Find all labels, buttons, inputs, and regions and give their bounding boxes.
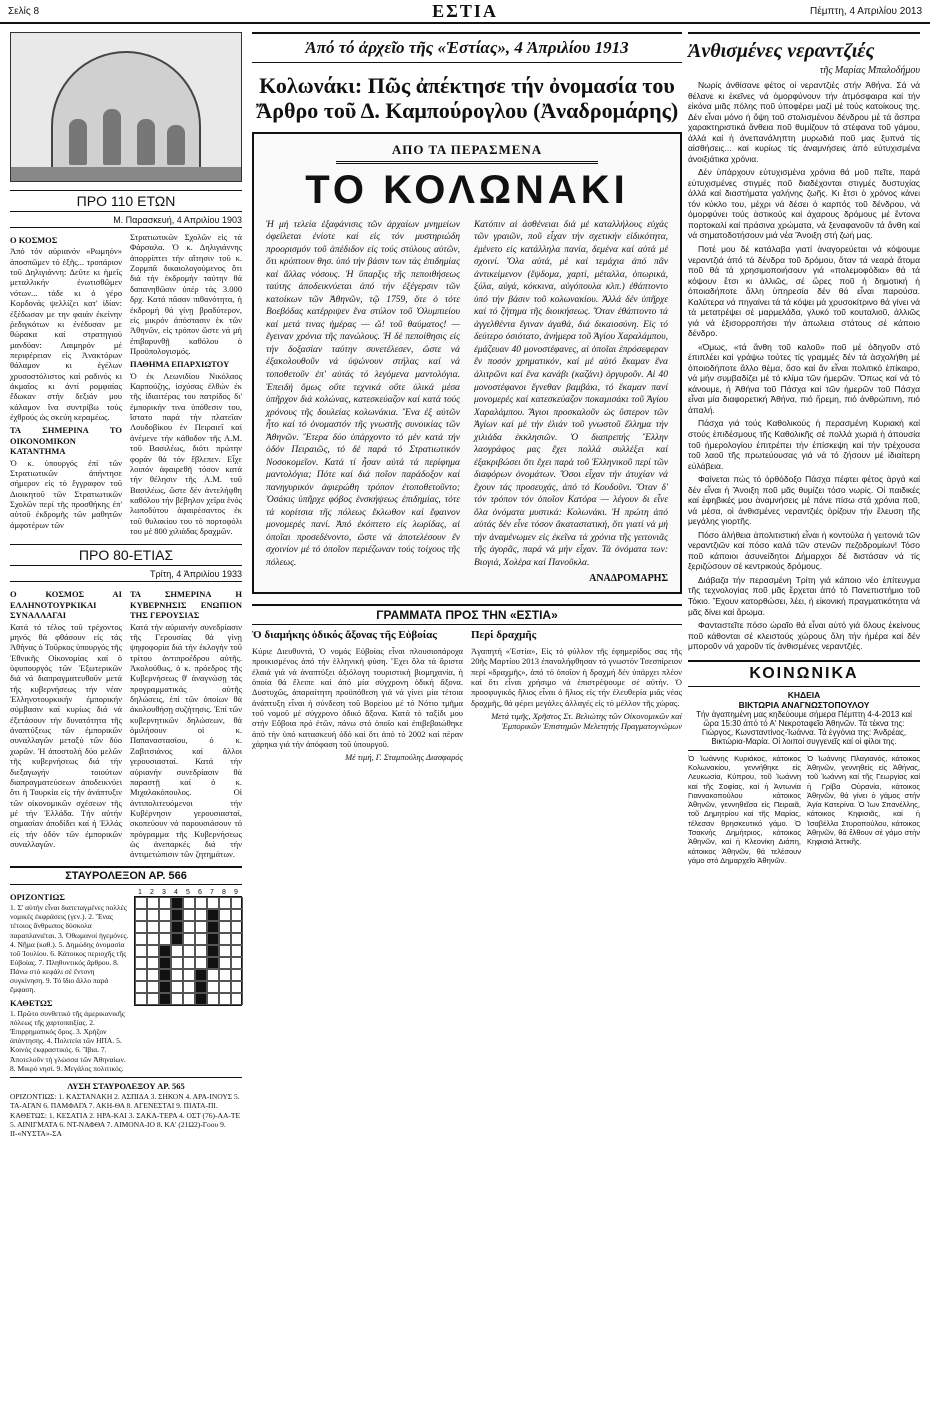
grid-cell[interactable] [135,957,147,969]
grid-cell[interactable] [135,897,147,909]
grid-number: 2 [150,888,154,896]
crossword-title: ΣΤΑΥΡΟΛΕΞΟΝ ΑΡ. 566 [10,866,242,885]
grid-cell[interactable] [207,957,219,969]
letters-section [252,629,682,762]
paragraph: Ποτέ μου δέ κατάλαβα γιατί ἀναγορεύεται νά κόψουμε νεραντζιά ἀπό τά δένδρα τοῦ δρόμου, ὅταν τά νεαρά ἄτομα ποῦ θά τά χρησιμοποιήσουν γιά «πολεμοφόδια» θά τά κόψουν ἔτσι κι ἀλλιῶς, σέ ὥρες ποῦ ἡ δημοτική ἡ ὁποιαδήποτε ἄλλη ὑπηρεσία δέν θά εἶναι παρούσα. Καλύτερα νά πηγαίνει τά τά κόψει μά χρυσοκίτρινο θά γίνει νά τά μετατρέψει σέ μαρμελάδα, γλυκό τοῦ κουταλιοῦ, ἀλλιῶς γιά νά ἐξισορροπήσει τήν ἀπωλεια στάτους σέ κάποιο δένδρο. [688,243,920,339]
grid-cell[interactable] [147,921,159,933]
clipping-text: Ἡ μή τελεία ἐξαφάνισις τῶν ἀρχαίων μνημείων ὀφείλεται ἐνίοτε καί εἰς τόν μυστηριώδη προορισμόν τοῦ ἀπέδιδον εἰς τούς στύλους αὐτῶν, ὅτι κρύπτουν θησ. ὑπό τήν βάσιν των τάς ἐπιδημίας καί ἄλλας νόσους. Ἡ ὕπαρξις τῆς πεποιθήσεως ταύτης ἀποδεικνύεται ἀπό τήν ἐξέγερσιν τῶν κατοίκων τῶν Ἀθηνῶν, τῷ 1759, ὅτε ὁ τότε Βοεβόδας κατέρριψεν ἕνα στύλον τοῦ Ὀλυμπιείου καί μετά τινας ἡμέρας — ὤ! τοῦ θαύματος! — ἔγειναν χρόνια τῆς πανώλους. Ἡ δέ πεποίθησις εἰς τήν δοξασίαν ταύτην συνετέλεσεν, ὥστε νά ἐξακολουθοῦν νά ὑψώνουν στήλας καί νά τοποθετοῦν ἐπ' αὐτάς τό λεγόμενα μαντολόγια. Ἐπειδή ὅμως οὔτε τεχνικά οὔτε ὑλικά μέσα ὑπῆρχον διά κολώνας, κατεσκεύαζον καί κατά τούς χρόνους τῆς δουλείας κολωνάκια. Ἕνα ἐξ αὐτῶν ἦτο καί τό ὀνομαστόν τῆς γνωστῆς συνοικίας τῶν Ἀθηνῶν. Ἕτερα δύο ὑπάρχοντο τό μέν κατά τήν ὁδόν Πειραιῶς, τό δέ παρά τό Στρατιωτικόν Νοσοκομεῖον. Κατά τί ἦσαν αὐτά τά περίφημα μαντολόγια; Πότε καί διά ποῖον παράδοξον καί πανηγυρικόν ἀφιερώθη τρόπον ἐτοποθετοῦντο; Ὁσάκις ὑπῆρχε φόβος ἐνσκήψεως ἐπιδημίας, τότε τά κορίτσια τῆς πόλεως ἔκλωθον καί ἔφαινον μονομερές πανί. Ἀπό ἐκόπτετο εἰς λωρίδας, αἱ ὁποῖαι προσεδένοντο, ὥστε νά ἀποτελέσουν ἕν σχοινίον μέ τό ὁποῖον περιέζωναν τούς τοίχους τῆς πόλεως. [266,219,460,568]
grid-cell[interactable] [219,969,231,981]
social-text: Ὁ Ἰωάννης Κυριάκος, κάτοικος Κολωνακίου, γεννήθηκε εἰς Λευκωσία, Κύπρου, τοῦ Ἰωάννη καί τῆς Σοφίας, καί ἡ Ἀντωνία Γιαννακοπούλου κάτοικος Ἀθηνῶν, γεννηθεῖσα εἰς Πειραιᾶ, τοῦ Δημητρίου καί τῆς Μαρίας, τέλεσαν θρησκευτικό γάμο. Ὁ Τσακνής Δημήτριος, κάτοικος Ἀθηνῶν, καί ἡ Κλεονίκη Διάπη, κάτοικος Ἀθηνῶν, θά τελέσουν γάμο στό Δημαρχεῖο Ἀθηνῶν. [688,753,801,865]
archive-title: Ἀπό τό ἀρχεῖο τῆς «Ἑστίας», 4 Ἀπριλίου 1913 [252,32,682,63]
grid-cell[interactable] [135,921,147,933]
grid-cell[interactable] [159,993,171,1005]
page-number: Σελίς 8 [8,6,40,17]
subhead: ΠΑΘΗΜΑ ΕΠΑΡΧΙΩΤΟΥ [130,359,230,370]
grid-cell[interactable] [195,921,207,933]
clues-across-head: ΟΡΙΖΟΝΤΙΩΣ [10,891,65,902]
grid-cell[interactable] [219,909,231,921]
article-text: Κατά τήν αὐριανήν συνεδρίασιν τῆς Γερουσίας θά γίνῃ ψηφοφορία διά τήν ἐκλογήν τοῦ τρίτου ἀντιπροέδρου αὐτῆς. Ἀκολούθως, ὁ κ. πρόεδρος τῆς Κυβερνήσεως θ' ἀναγνώσῃ τάς προγραμματικάς αὐτῆς δηλώσεις, ἐπί τῶν ὁποίων θά ἀκολουθήσῃ συζήτησις. Ἐπί τῶν κυβερνητικῶν δηλώσεων, θά ὁμιλήσουν οἱ κ. Παπαναστασίου, ὁ κ. Ζαβιτσιάνος καί ἄλλοι γερουσιασταί. Κατά τήν αὐριανήν συνεδρίασιν θά παραστῇ καί ὁ κ. Μιχαλακόπουλος. Οἱ ἀντιπολιτευόμενοι τήν Κυβέρνησιν γερουσιασταί, σκοπεύουν νά παρουσιάσουν τό πρόγραμμα τῆς Κυβερνήσεως ὡς ἀνεπαρκές διά τήν ἀντιμετώπισιν τῶν ζητημάτων. [130,621,242,860]
crossword [10,889,242,1073]
grid-cell[interactable] [159,957,171,969]
grid-cell[interactable] [171,921,183,933]
section-body-110 [10,232,242,536]
grid-cell[interactable] [135,933,147,945]
grid-cell[interactable] [183,969,195,981]
grid-cell[interactable] [135,981,147,993]
subhead: ΤΑ ΣΗΜΕΡΙΝΑ Η ΚΥΒΕΡΝΗΣΙΣ ΕΝΩΠΙΟΝ ΤΗΣ ΓΕΡΟΥΣΙΑΣ [130,589,242,621]
grid-cell[interactable] [195,981,207,993]
clues-down: 1. Πρῶτο συνθετικό τῆς ἀμερικανικῆς πόλεως τῆς χαρτοπαιξίας. 2. Ἐπιρρηματικός ὅρος. 3. Χρήζον ἀπάντησης. 4. Πολιτεία τῶν ΗΠΑ. 5. Κοινός ἐκφραστικός. 6. Ἴβια. 7. Ἀποτελοῦν τή γλώσσα τῶν Ἀθηναίων. 8. Μικρό νησί. 9. Μεγάλος πολιτικός. [10,1008,126,1073]
paragraph: Φανταστεῖτε πόσο ὡραῖο θά εἶναι αὐτό γιά ὅλους ἐκείνους ποῦ κάθονται σέ κλειστούς χώρους ὅλη τήν ἡμέρα καί δέν μποροῦν νά χαροῦν τίς ἀνθισμένες νεραντζιές. [688,620,920,652]
letter-text: Ἀγαπητή «Ἑστία», Εἰς τό φύλλον τῆς ἐφημερίδος σας τῆς 20ῆς Μαρτίου 2013 ἐπαναλήφθησαν τό γνωστόν Τσεσπίρειον περί «δραχμῆς», ἀπό τό ὁποῖον ἡ δραχμή δέν ὑπάρχει πλέον καί ὅτι εἶναι χρήσιμο νά ἐπιστρέψουμε σέ αὐτήν. Ὁ προσφυγικός ἥλιος εἶναι ὁ ἥλιος εἰς τήν ἐλευθερία μιᾶς νέας δραχμῆς, θά φέρει μεγάλες ἀλλαγές εἰς τό μέλλον τῆς χώρας. [471,645,682,708]
grid-cell[interactable] [183,957,195,969]
funeral-label: ΚΗΔΕΙΑ [787,689,821,700]
grid-cell[interactable] [171,897,183,909]
grid-cell[interactable] [159,969,171,981]
grid-cell[interactable] [159,981,171,993]
grid-cell[interactable] [147,993,159,1005]
grid-number: 6 [198,888,202,896]
grid-number: 5 [186,888,190,896]
grid-cell[interactable] [219,957,231,969]
letters-title: ΓΡΑΜΜΑΤΑ ΠΡΟΣ ΤΗΝ «ΕΣΤΙΑ» [252,604,682,625]
masthead: ΕΣΤΙΑ [432,1,498,21]
letter-signature: Μέ τιμή, Γ. Σταμπούλης Διασφαρός [345,752,463,763]
grid-cell[interactable] [195,969,207,981]
letter-title: Ὁ διαμήκης ὁδικός ἄξονας τῆς Εὐβοίας [252,629,437,642]
grid-cell[interactable] [195,993,207,1005]
grid-cell[interactable] [231,921,243,933]
grid-cell[interactable] [231,957,243,969]
grid-cell[interactable] [171,957,183,969]
crossword-grid[interactable] [134,896,242,1006]
social-title: ΚΟΙΝΩΝΙΚΑ [688,660,920,687]
grid-cell[interactable] [231,897,243,909]
grid-cell[interactable] [207,921,219,933]
paragraph: Πάσχα γιά τούς Καθολικούς ἡ περασμένη Κυριακή καί στούς ἐπιδέσμους τῆς Καθολικῆς σέ πολλά χωριά ἡ ἀπουσία τοῦ ἡμερολογίου ἐπιτρέπει τήν ἐπίσκεψη καί τήν τρέχουσα τοῦ λαοῦ τῆς πρωτεύουσας γιά νά τό ζήσουν μέ ἰδιαίτερη εὐλάβεια. [688,418,920,471]
left-column [10,32,242,1138]
grid-cell[interactable] [147,897,159,909]
grid-cell[interactable] [219,933,231,945]
grid-cell[interactable] [219,921,231,933]
article-text: Ὁ κ. ὑπουργός ἐπί τῶν Στρατιωτικῶν ἀπήντησε σήμερον εἰς τό ἔγγραφον τοῦ Διοικητοῦ τῶν Στρατιωτικῶν Σχολῶν περί τῆς προσθήκης ἐπ' αὐτοῦ ἐκδρομῆς τῶν μαθητῶν ἀμφοτέρων τῶν [10,457,122,530]
crossword-clues [10,889,130,1073]
main-headline: Κολωνάκι: Πῶς ἀπέκτησε τήν ὀνομασία του Ἄρθρο τοῦ Δ. Καμπούρογλου (Ἀναδρομάρης) [255,73,679,124]
letter-signature: Μετά τιμῆς, Χρῆστος Στ. Βελιώτης τῶν Οἰκονομικῶν καί Ἐμπορικῶν Ἐπιστημῶν Μελετητής Πραγματογνώμων [491,711,682,732]
letter-title: Περί δραχμῆς [471,629,537,642]
article-text: Ἀπό τόν αὐριανόν «Ρωμηόν» ἀποσπῶμεν τό ἑξῆς... τροπάριον τοῦ Δηλιγιάννη: Δεῦτε κι ἡμεῖς μεταλλικήν ἐνωτισθῶμεν νότων... τάδε κι ὁ γέρο Κορδονάς ψελλίζει κατ' ἰδίαν: ἐξέδωσαν με την φαιάν ἐκείνην ῥεδιγκότων κι ἐνέδυσαν με θώρακα καί στρατηγιού μανδύαν: Λαιμηρόν μέ περιφέρειαν εἰς Ἀνακτόρων θάλαμον κι ἐγέλων χρυσοστόλιστος καί ραδινός κι ἀκμαῖος κι ἀντί ρομφαίας ἔδωκαν στήν δεξιάν μου κάλαμον ἵνα συντρίβω τούς ἐχθρούς ὡς σκεύη κεραμέως. [10,246,122,423]
grid-cell[interactable] [171,969,183,981]
paragraph: Δέν ὑπάρχουν εὐτυχισμένα χρόνια θά μοῦ πεῖτε, παρά εὐτυχισμένες στιγμές ποῦ διαδέχονται στιγμές δυστυχίας ἀλλά καί διαστήματα γαλήνης ζωῆς. Κι ἔτσι ὁ χρόνος κάνει τόν κύκλο του, μέχρι νά δέσει ὁ καρπός τοῦ δένδρου, νά ὀμορφύνει τούς ἀστικούς καί ἀχαρους δρόμους μέ ἔντονα πορτοκαλί καί πράσινα χρώματα, νά ξεναφανοῦν τά ἄνθη καί νά σηματοδοτήσουν μιά νέα Ἄνοιξη στή ζωή μας. [688,167,920,241]
grid-cell[interactable] [171,945,183,957]
engraving-figure [137,119,155,165]
grid-cell[interactable] [147,945,159,957]
paragraph: Νωρίς ἀνθίσανε φέτος οἱ νεραντζιές στήν Ἀθήνα. Σά νά θέλανε κι ἐκεῖνες νά ὀμορφύνουν τήν ἀτμόσφαιρα καί τήν εἰκόνα μιᾶς πόλης ποῦ ὑποφέρει μαζί μέ τούς κατοίκους της. Δέν εἶναι μόνο ἡ ὄψη τοῦ στολισμένου δένδρου μέ τά ἄσπρα χαρακτηριστικά ἄνθεια ποῦ θυμίζουν τά στέφανα τοῦ γάμου, ἀλλά καί ἡ ἀνεπανάληπτη μυρωδιά ποῦ μας ξυπνά τίς αἰσθήσεις... καί κυρίως τίς ἀναμνήσεις ἀπό εὐτυχισμένα ἀνοιξιάτικα χρόνια. [688,80,920,164]
issue-date: Πέμπτη, 4 Απριλίου 2013 [810,6,922,17]
clipping-title: ΤΟ ΚΟΛΩΝΑΚΙ [305,167,629,212]
section-date-110: Μ. Παρασκευή, 4 Απριλίου 1903 [10,214,242,228]
subhead: ΤΑ ΣΗΜΕΡΙΝΑ ΤΟ ΟΙΚΟΝΟΜΙΚΟΝ ΚΑΤΑΝΤΗΜΑ [10,425,122,457]
grid-cell[interactable] [219,897,231,909]
grid-cell[interactable] [207,981,219,993]
grid-cell[interactable] [183,933,195,945]
grid-number: 7 [210,888,214,896]
clipping-text: Κατόπιν αἱ ἀσθένειαι διά μέ καταλλήλους εὐχάς τῶν γραιῶν, ποῦ εἶχαν τήν σχετικήν εἰδικότητα, ἐμένετο εἰς κατάλληλα πανία, δεμένα καί αὐτά μέ σχοινί. Ὅλα αὐτά, μέ καί τεμάχια ἀπό πᾶν ἀντικείμενον (ἔψδομα, χαρτί, μέταλλα, ὀπωρικά, ξύλα, αὐγά, κόκκινα, αὐγόπουλα κλπ.) ἐθάπτοντο ὑπό τήν βάσιν τοῦ κολωνακίου. Ἀλλά δέν ὑπῆρχε καί τό ζήτημα τῆς διοικήσεως. Ὅταν ἐθάπτοντο τά ἀγγελθέντα ἔγιναν ἀγαθά, διά δικαιοσύνη. Εἰς τό δεύτερο ὀσιότατο, ἀνήμερα τοῦ Ἁγίου Χαραλάμπου, ἐμάζευαν 40 μονοστέφανες, αἱ ὁποῖαι ἐπρόσεφεραν ἕν ποσόν χρηματικόν, καί μέ αὐτό ἔκαμαν ἕνα ἀλιτρῶνι καί ἕνα κανάβι (καζάνι) ὀργυροῦν. Αἱ 40 μονοστέφανοι ἔγνεθαν βαμβάκι, τό ἔκαμαν πανί μονομερές καί κατεσκεύαζον ποκαμισάκι τοῦ Ἁγίου Χαραλάμπου. Ἅγιοι προσκαλοῦν ὡς ὕστερον τῶν Ἁγίων καί μέ τήν ἐλιάν τοῦ γνωστοῦ ἔλλημα τήν χιλιάδα ἐκκλησιῶν. Ὁ διαπρεπής Ἕλλην λαογράφος μας ἔχει πολλά συλλέξει καί ἐξακριβώσει ὅτι ἔχει παρά τοῦ Ἑλληνικοῦ περί τῶν διαφόρων ὀνομάτων. Ὅσοι εἶχαν τήν ἀτυχίαν νά ἔχουν τάς προσευχάς, ἀπό τό Κουδοῦνι. Ὅταν δ' τόν τρόπον τόν ὁποῖον Κατόρα — λέγουν δι εἶνε ὅλα ὀνόματα μυστικά: Κολωνάκι. Ἡ πρώτη ἀπό αὐτάς δέν εἶνε τόσον ἄκαταστατική, ὅτι γιατί νά μή τήν ἀναμένωμεν εἰς ἐκεῖνα τά χρόνια τῆς γειτονιᾶς τῆς ἀγορᾶς, παρά νά μήν εἶχαν. Τά ὀνόματα των: Βιογιά, Χολέρα καί Πανοῦκλα. [474,219,668,568]
engraving-figure [103,109,121,165]
social-text: Ὁ Ἰωάννης Πλαγιανός, κάτοικος Ἀθηνῶν, γεννηθείς εἰς Ἀθήνας, τοῦ Ἰωάννη καί τῆς Γεωργίας καί ἡ Γρίβα Οὐρανία, κάτοικος Ἀθηνῶν, θά γίνει ὁ γάμος στήν Ἀγία Κατερίνα. Ὁ Ἰων Σπανέλλης, κάτοικος Κηφισιᾶς, καί ἡ Ἰσαβέλλα Στυροπούλου, κάτοικος Ἀθηνῶν, θά ἔλθουν σέ γάμο στήν Κηφισιά Ἀττικῆς. [807,753,920,847]
grid-cell[interactable] [207,933,219,945]
grid-cell[interactable] [135,909,147,921]
grid-cell[interactable] [207,945,219,957]
grid-cell[interactable] [195,909,207,921]
clipping-signature: ΑΝΑΔΡΟΜΑΡΗΣ [589,573,668,585]
grid-cell[interactable] [147,981,159,993]
grid-cell[interactable] [159,945,171,957]
funeral-notice [688,690,920,746]
paragraph: «Όμως, «τά ἄνθη τοῦ καλοῦ» ποῦ μέ ὁδηγοῦν στό ἐπιπλέει καί γράψω τούτες τίς γραμμές δέν τά ἀσχολήθη μέ ὁποιοδήποτε ἄλλο θέμα, ὅσο καί ἄν εἶναι πολιτικό ἐπίκαιρο, νά μήν συμβαδίζει μέ τό κλίμα τῶν ἡμερῶν. Ὅπως καί νά τό κάνουμε, ἡ Ἀθήνα τοῦ Πάσχα καί τῶν ἡμερῶν τοῦ Πάσχα εἶναι μία διαφορετική Ἀθήνα, πιό ἤρεμη, πιό ἀνθρώπινη, πιό ἀπαλή. [688,341,920,415]
funeral-text: Τήν ἀγαπημένη μας κηδεύουμε σήμερα Πέμπτη 4-4-2013 καί ὥρα 15:30 ἀπό τό Α' Νεκροταφεῖο Ἀθηνῶν. Τά τέκνα της: Γιώργος, Κωνσταντίνος-Ἰωάννα. Τά ἐγγόνια της: Ἀνδρέας, Βικτώρια-Μαρία. Οἱ λοιποί συγγενεῖς καί οἱ φίλοι της. [696,709,912,746]
column-byline: τῆς Μαρίας Μπαλοδήμου [819,65,920,76]
grid-cell[interactable] [147,957,159,969]
clues-down-head: ΚΑΘΕΤΩΣ [10,997,53,1008]
section-date-80: Τρίτη, 4 Ἀπριλίου 1933 [10,568,242,582]
grid-cell[interactable] [231,969,243,981]
grid-cell[interactable] [183,993,195,1005]
grid-cell[interactable] [195,933,207,945]
grid-cell[interactable] [207,897,219,909]
page-header [0,0,930,24]
grid-cell[interactable] [231,945,243,957]
grid-cell[interactable] [231,993,243,1005]
grid-cell[interactable] [231,981,243,993]
subhead: Ο ΚΟΣΜΟΣ [10,235,58,245]
grid-number: 3 [162,888,166,896]
engraving-base [11,167,241,181]
right-column [688,32,920,865]
grid-cell[interactable] [147,909,159,921]
center-column [252,32,682,763]
social-notices [688,750,920,866]
subhead: Ο ΚΟΣΜΟΣ ΑΙ ΕΛΛΗΝΟΤΟΥΡΚΙΚΑΙ ΣΥΝΑΛΛΑΓΑΙ [10,589,122,621]
article-text: Κατά τό τέλος τοῦ τρέχοντος μηνός θά φθάσουν εἰς τάς Ἀθήνας ὁ Τοῦρκος ὑπουργός τῆς Ἐθνικῆς Οἰκονομίας καί ὁ ὑφυπουργός τῶν Ἐξωτερικῶν διά νά διαπραγματευθοῦν μετά τῆς κυβερνήσεως τήν νέαν Ἑλληνοτουρκικήν ἐμπορικήν σύμβασιν καί κυρίως διά νά ἐξετάσουν τήν δυνατότητα τῆς ἀναπτύξεως τῶν ἐμπορικῶν συναλλαγῶν μεταξύ τῶν δύο χωρῶν. Ἡ ἀποστολή δύο μελῶν τῆς κυβερνήσεως διά τήν διεξαγωγήν τοιούτων διαπραγματεύσεων ἀποδεικνύει ὅτι ἡ Τουρκία εἰς τήν ἀνάπτυξιν τῶν οἰκονομικῶν σχέσεων τῆς μέ τήν Ἑλλάδα. Τήν αὐτήν σημασίαν ἀποδίδει καί ἡ Ἑλλάς εἰς τήν ὁδόν τῶν ἐμπορικῶν συναλλαγῶν. [10,621,122,850]
paragraph: Διάβαζα τήν περασμένη Τρίτη γιά κάποιο νέο ἐπίτευγμα τῆς τεχνολογίας ποῦ μᾶς ἔρχεται ἀπό τό Πανεπιστήμιο τοῦ Τόκιο. Ἔχουν κατορθώσει, λέει, ἡ εἰκονική πραγματικότητα νά μᾶς δίνει καί ἄρωμα. [688,574,920,617]
grid-cell[interactable] [231,933,243,945]
grid-cell[interactable] [171,909,183,921]
grid-cell[interactable] [219,981,231,993]
solution-text: ΟΡΙΖΟΝΤΙΩΣ: 1. ΚΑΣΤΑΝΑΚΗ 2. ΑΣΠΙΔΑ 3. ΣΗΚΟΝ 4. ΑΡΑ-ΙΝΟΥΣ 5. ΤΑ-ΑΓΑΝ 6. ΠΑΜΦΑΓΑ 7. ΑΚΗ-ΘΑ 8. ΑΓΕΝΕΣΤΑΙ 9. ΠΙΑΤΑ-ΠΙ. ΚΑΘΕΤΩΣ: 1. ΚΕΣΑΤΙΑ 2. ΗΡΑ-ΚΑΙ 3. ΣΑΚΑ-ΤΕΡΑ 4. ΟΣΤ (76)-ΑΑ-ΤΕ 5. ΑΙΝΙΓΜΑΤΑ 6. ΝΤ-ΝΑΦΘΑ 7. ΑΙΜΟΝΑ-ΙΟ 8. ΚΑ' (21Ω2)-Γοου 9. ΙΙ-«ΝΥΣΤΑ»-ΣΑ [10,1092,241,1138]
clues-across: 1. Σ' αὐτήν εἶναι διατεταγμένες πολλές νομικές ἐκφράσεις (γεν.). 2. Ἕνας τέτοιος ἄνθρωπος δύσκολα παραπλανιέται. 3. Ὀθωμανοί ἡγεμόνες. 4. Νῆμα (καθ.). 5. Δημώδης ὀνομασία τοῦ Ἰουλίου. 6. Κάτοικος περιοχῆς τῆς Εὐβοίας. 7. Πληθυντικός ἄρθρου. 8. Πάνω στό κεφάλι σέ ἔντονη συγκίνηση. 9. Τό ἴδιο ἄλλο παρά ἔμφαση. [10,903,129,995]
grid-cell[interactable] [183,897,195,909]
grid-cell[interactable] [195,897,207,909]
grid-column-numbers [134,889,242,896]
column-body [688,80,920,652]
grid-cell[interactable] [171,981,183,993]
grid-cell[interactable] [219,945,231,957]
solution-title: ΛΥΣΗ ΣΤΑΥΡΟΛΕΞΟΥ ΑΡ. 565 [67,1080,185,1091]
grid-number: 4 [174,888,178,896]
paragraph: Πόσο ἀλήθεια ἀπολιτιστική εἶναι ἡ κοντούλα ἡ γειτονιά τῶν νεραντζιῶν καί πόσο καλά τῶν στενῶν πεζοδρομίων! Τόσο ποῦ κάποιοι ἀσυνείδητοι Δήμαρχοι δέ διστάσαν νά τίς ξεριζώσουν σέ κεντρικούς δρόμους. [688,529,920,572]
grid-number: 1 [138,888,142,896]
grid-cell[interactable] [147,933,159,945]
grid-cell[interactable] [159,897,171,909]
grid-number: 8 [222,888,226,896]
decorative-engraving [10,32,242,182]
grid-cell[interactable] [147,969,159,981]
article-text: Στρατιωτικῶν Σχολῶν εἰς τά Φάρσαλα. Ὁ κ. Δηλιγιάννης ἀπορρίπτει τήν αἴτησιν τοῦ κ. Ζορμπᾶ δικαιολογούμενος ὅτι διά τήν ἐκδρομήν ταύτην θά δαπανηθῶσιν ὑπέρ τάς 3.000 δρχ. Κατά πᾶσαν πιθανότητα, ἡ ἐκδρομή θά γίνῃ βραδύτερον, εἰς μικρόν ἀπόστασιν ἐκ τῶν Ἀθηνῶν, εἰς τρόπον ὥστε νά μή ἐπιβαρυνθῇ καθόλου ὁ Προϋπολογισμός. [130,232,242,356]
engraving-figure [167,125,185,165]
section-body-80 [10,586,242,859]
grid-cell[interactable] [183,909,195,921]
grid-cell[interactable] [219,993,231,1005]
grid-cell[interactable] [231,909,243,921]
section-title-80: ΠΡΟ 80-ΕΤΙΑΣ [10,544,242,566]
grid-cell[interactable] [183,945,195,957]
archive-clipping [252,132,682,595]
clipping-kicker: ΑΠΟ ΤΑ ΠΕΡΑΣΜΕΝΑ [336,142,598,164]
article-text: Ὁ ἐκ Λεωνιδίου Νικόλαος Καρπούζης, ἰσχύσας ἐλθών ἐκ τῆς ἰδιαιτέρας του πατρίδος δι' ἐμπορικήν τινα ὑπόθεσιν του, ἴστατο παρά τήν πλατεῖαν Λουδοβίκου ἐν Πειραιεῖ καί ἀνέμενε τήν κάθοδον τῆς Α.Μ. τοῦ Βασιλέως, διότι πρώτην φοράν θά τόν ἔβλεπεν. Εἶχε λοιπόν ἀφαιρεθῆ τόσον κατά τήν θέλησιν τῆς Α.Μ. τοῦ Βασιλέως, ὥστε δέν ἀντελήφθη καθόλου τήν βέβηλον χεῖρα ἑνός λωποδύτου ἀφαιρέσαντος ἐκ τοῦ θυλακίου του τό πορτοφόλι του μέ 800 χιλιάδας δραχμῶν. [130,370,242,537]
grid-cell[interactable] [183,921,195,933]
grid-cell[interactable] [159,921,171,933]
grid-cell[interactable] [159,909,171,921]
engraving-figure [69,119,87,165]
column-title: Ἀνθισμένες νεραντζιές [688,32,920,63]
grid-cell[interactable] [135,945,147,957]
grid-cell[interactable] [171,933,183,945]
section-title-110: ΠΡΟ 110 ΕΤΩΝ [10,190,242,212]
crossword-solution [10,1077,242,1138]
letter-text: Κύριε Διευθυντά, Ὁ νομός Εὐβοίας εἶναι πλουσιοπάροχα προικισμένος ἀπό τήν ἑλληνική φύση. Ἔχει ὅλα τά ἄριστα ἐλαιά γιά νά ἀναπτύξει ἀξιόλογη τουριστική βιομηχανία, ἡ ὁποία θά ἔλειπε καί ἀπό μία σύγχρονη ὁδική ἄξονα. Δυστυχῶς, ἀπαραίτητη προϋπόθεση γιά νά γίνει μία τέτοια ἀνάπτυξη εἶναι ἡ σύνδεση τοῦ Βορείου μέ τό Νότιο τμῆμα τοῦ νομοῦ μέ σύγχρονο ὁδικό ἄξονα. Κατά τό ταξίδι μου στήν Εὔβοια πρό ἐτῶν, πάνω στό ὁποῖο καί ἐπιβεβαιώθηκε ἀπό τήν ὑπό κατασκευή ὁδό καί ὅτι ἀπό τό 2002 καί πέραν χάρηκα γιά τήν ἀπόφαση τοῦ ὑπουργοῦ. [252,645,463,750]
grid-cell[interactable] [207,969,219,981]
funeral-name: ΒΙΚΤΩΡΙΑ ΑΝΑΓΝΩΣΤΟΠΟΥΛΟΥ [738,699,870,710]
grid-cell[interactable] [135,993,147,1005]
grid-cell[interactable] [195,945,207,957]
grid-cell[interactable] [195,957,207,969]
grid-cell[interactable] [135,969,147,981]
grid-cell[interactable] [183,981,195,993]
grid-cell[interactable] [171,993,183,1005]
grid-cell[interactable] [207,993,219,1005]
grid-cell[interactable] [159,933,171,945]
paragraph: Φαίνεται πώς τό ὀρθόδοξο Πάσχα πέφτει φέτος ἀργά καί δέν εἶναι ἡ Ἄνοιξη ποῦ μᾶς θυμίζει τόσο νωρίς. Οἱ παιδικές καί ἐφηβικές μου ἀναμνήσεις μέ πάνε πίσω στά χρόνια ποῦ, νά μέσα, οἱ ἀνθισμένες νεραντζιές ὀρίζουν τήν ἔλευση τῆς μεγάλης γιορτῆς. [688,474,920,527]
grid-cell[interactable] [207,909,219,921]
grid-number: 9 [234,888,238,896]
